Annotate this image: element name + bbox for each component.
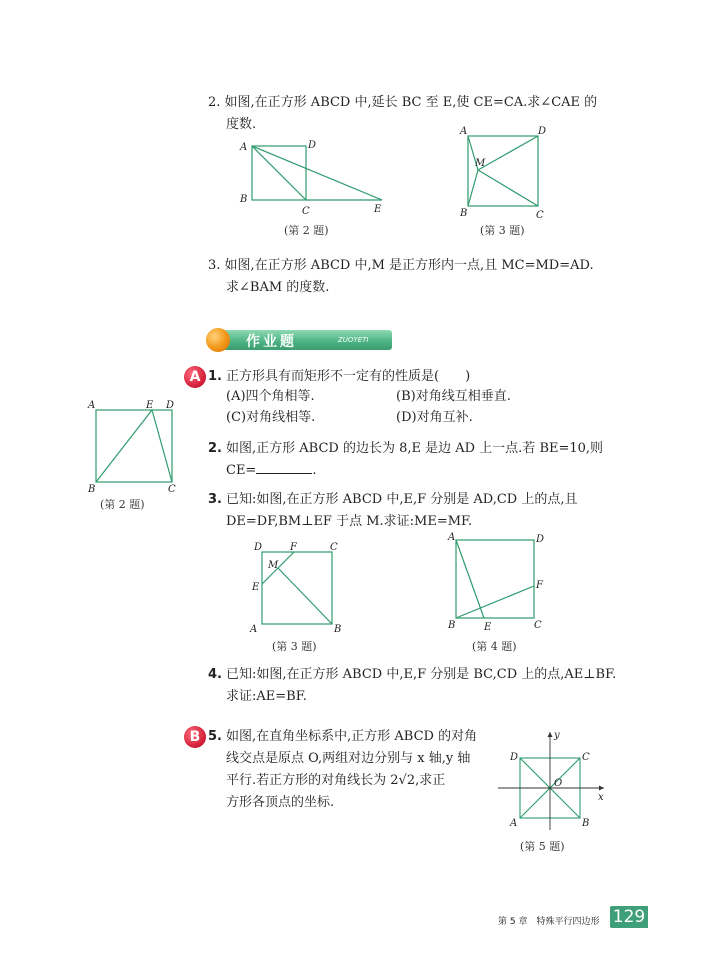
q4-line1: 已知:如图,在正方形 ABCD 中,E,F 分别是 BC,CD 上的点,AE⊥BF.: [226, 667, 617, 682]
figure-homework-3: [246, 538, 346, 636]
label-C: C: [168, 484, 176, 494]
problem-3-line1: 3. 如图,在正方形 ABCD 中,M 是正方形内一点,且 MC=MD=AD.: [208, 258, 594, 273]
label-A: A: [448, 532, 456, 543]
q2-line1: 如图,正方形 ABCD 的边长为 8,E 是边 AD 上一点.若 BE=10,则: [226, 441, 604, 456]
q3-line2: DE=DF,BM⊥EF 于点 M.求证:ME=MF.: [226, 514, 473, 529]
label-D: D: [536, 534, 545, 545]
label-F: F: [290, 542, 297, 553]
q1-option-d: (D)对角互补.: [396, 410, 473, 425]
q4-line2: 求证:AE=BF.: [226, 689, 307, 704]
q4-number: 4.: [208, 667, 222, 682]
label-D: D: [510, 752, 519, 763]
x-axis-arrow-icon: [599, 786, 604, 791]
label-x: x: [598, 792, 604, 803]
label-B: B: [240, 194, 248, 205]
q3-line1: 已知:如图,在正方形 ABCD 中,E,F 分别是 AD,CD 上的点,且: [226, 492, 578, 507]
label-B: B: [582, 818, 590, 829]
figure-caption: (第 2 题): [284, 224, 329, 237]
label-D: D: [538, 126, 547, 137]
homework-banner: [202, 326, 392, 352]
q2-ce-label: CE=: [226, 463, 257, 478]
label-E: E: [484, 622, 492, 632]
label-B: B: [460, 208, 468, 219]
q3-number: 3.: [208, 492, 222, 507]
q5-line1: 如图,在直角坐标系中,正方形 ABCD 的对角: [226, 729, 478, 744]
label-E: E: [374, 204, 382, 215]
label-M: M: [475, 158, 486, 169]
label-B: B: [88, 484, 96, 494]
figure-caption: (第 4 题): [472, 640, 517, 653]
page-number: 129: [610, 906, 648, 928]
level-b-badge: B: [184, 726, 206, 748]
q5-line2: 线交点是原点 O,两组对边分别与 x 轴,y 轴: [226, 751, 471, 766]
figure-caption: (第 2 题): [100, 498, 145, 511]
figure-problem-3: [456, 124, 552, 220]
label-D: D: [254, 542, 263, 553]
figure-homework-4: [444, 530, 548, 632]
figure-problem-2: [234, 136, 394, 218]
problem-3-line2: 求∠BAM 的度数.: [226, 280, 330, 295]
label-A: A: [460, 126, 468, 137]
figure-caption: (第 3 题): [480, 224, 525, 237]
label-C: C: [302, 206, 310, 217]
label-C: C: [330, 542, 338, 553]
q2-number: 2.: [208, 441, 222, 456]
label-A: A: [240, 142, 248, 153]
label-A: A: [250, 624, 258, 635]
q2-line2: [226, 460, 316, 482]
figure-homework-5: [494, 728, 612, 836]
q5-line3: 平行.若正方形的对角线长为 2√2,求正: [226, 773, 446, 788]
label-E: E: [252, 582, 260, 593]
problem-2-line1: 2. 如图,在正方形 ABCD 中,延长 BC 至 E,使 CE=CA.求∠CAE 的: [208, 95, 598, 110]
figure-homework-2: [86, 396, 186, 494]
orange-ball-icon: [206, 328, 230, 352]
label-E: E: [146, 400, 154, 411]
label-B: B: [334, 624, 342, 635]
figure-caption: (第 3 题): [272, 640, 317, 653]
label-D: D: [308, 140, 317, 151]
q1-option-b: (B)对角线互相垂直.: [396, 389, 511, 404]
chapter-title: 第 5 章 特殊平行四边形: [498, 917, 600, 927]
q1-number: 1.: [208, 369, 222, 384]
label-B: B: [448, 620, 456, 631]
label-A: A: [88, 400, 96, 411]
label-y: y: [554, 730, 560, 741]
q2-period: .: [312, 463, 317, 478]
figure-caption: (第 5 题): [520, 840, 565, 853]
banner-subtitle: ZUOYETI: [338, 336, 369, 344]
banner-title: 作业题: [246, 334, 297, 350]
label-O: O: [554, 778, 563, 789]
answer-blank[interactable]: [256, 461, 312, 474]
q1-option-a: (A)四个角相等.: [226, 389, 315, 404]
label-C: C: [536, 210, 544, 220]
label-D: D: [166, 400, 175, 411]
problem-2-line2: 度数.: [226, 117, 257, 132]
label-C: C: [582, 752, 590, 763]
label-M: M: [268, 560, 279, 571]
q1-option-c: (C)对角线相等.: [226, 410, 316, 425]
y-axis-arrow-icon: [548, 732, 553, 737]
q1-text: 正方形具有而矩形不一定有的性质是( ): [226, 369, 471, 384]
label-C: C: [534, 620, 542, 631]
q5-line4: 方形各顶点的坐标.: [226, 795, 335, 810]
label-A: A: [510, 818, 518, 829]
level-a-badge: A: [184, 366, 206, 388]
q5-number: 5.: [208, 729, 222, 744]
label-F: F: [536, 580, 543, 591]
